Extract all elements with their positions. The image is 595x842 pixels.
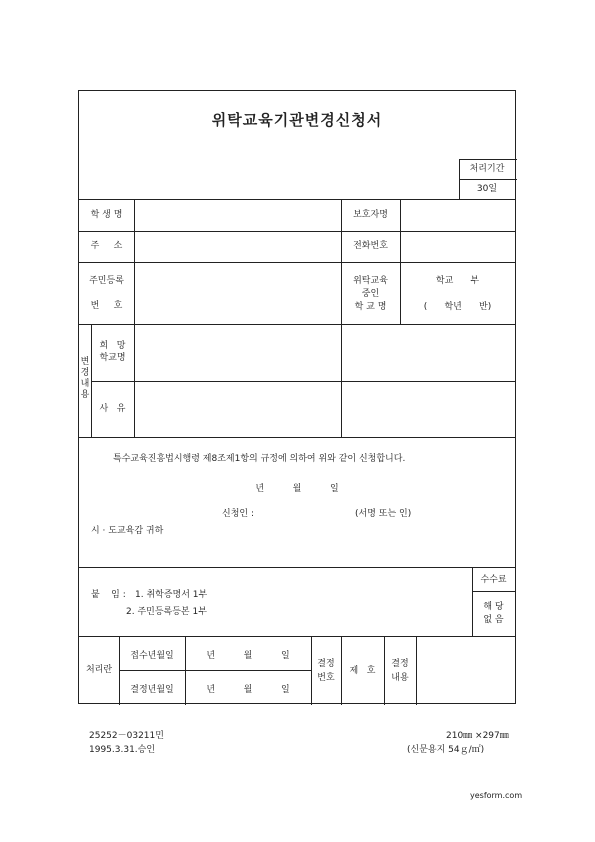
divider xyxy=(79,231,515,232)
rrn-field[interactable] xyxy=(137,266,337,320)
divider xyxy=(79,324,515,325)
desired-school-extra-field[interactable] xyxy=(344,328,512,378)
change-content-side-label: 변 경 내 용 xyxy=(80,357,90,400)
decision-number-label-1: 결정 xyxy=(317,659,335,669)
processing-period-label: 처리기간 xyxy=(469,164,505,174)
divider xyxy=(341,324,342,437)
applicant-label: 신청인 : xyxy=(222,509,254,519)
paper-size: 210㎜ ×297㎜ xyxy=(446,731,509,741)
divider xyxy=(79,437,515,438)
address-field[interactable] xyxy=(137,234,337,258)
phone-label: 전화번호 xyxy=(353,241,388,251)
reason-field[interactable] xyxy=(137,385,337,433)
application-date: 년 월 일 xyxy=(255,484,339,494)
current-grade-class-value[interactable]: ( 학년 반) xyxy=(423,302,492,312)
divider xyxy=(459,179,517,180)
guardian-name-label: 보호자명 xyxy=(353,210,388,220)
applicant-name-field[interactable] xyxy=(264,507,354,521)
divider xyxy=(91,381,515,382)
form-code: 25252－03211민 xyxy=(89,731,164,741)
processing-section-label: 처리란 xyxy=(85,665,113,675)
divider xyxy=(384,636,385,705)
rrn-label: 주민등록 xyxy=(89,276,124,286)
divider xyxy=(79,636,515,637)
reason-extra-field[interactable] xyxy=(344,385,512,433)
receipt-date-value[interactable]: 년 월 일 xyxy=(206,651,290,661)
decision-number-value[interactable]: 제 호 xyxy=(349,666,376,676)
current-school-value[interactable]: 학교 부 xyxy=(435,276,480,286)
attachment-item-1: 1. 취학증명서 1부 xyxy=(135,590,208,600)
desired-school-field[interactable] xyxy=(137,328,337,378)
paper-type: (신문용지 54ｇ/㎡) xyxy=(407,745,485,755)
current-school-label-1: 위탁교육 xyxy=(353,276,388,286)
processing-period-value: 30일 xyxy=(476,184,498,194)
receipt-date-label: 접수년월일 xyxy=(130,651,174,661)
desired-school-label-1: 희 망 xyxy=(99,341,126,351)
student-name-field[interactable] xyxy=(137,203,337,227)
divider xyxy=(134,199,135,324)
attachments-label: 붙 임 : xyxy=(91,590,126,600)
phone-field[interactable] xyxy=(403,234,511,258)
current-school-label-2: 중인 xyxy=(361,289,380,299)
divider xyxy=(472,591,515,592)
application-form xyxy=(78,90,516,704)
fee-value-2: 없 음 xyxy=(483,615,504,625)
statement-text: 특수교육진흥법시행령 제8조제1항의 규정에 의하여 위와 같이 신청합니다. xyxy=(113,454,406,464)
decision-content-label-2: 내용 xyxy=(391,673,409,683)
attachment-item-2: 2. 주민등록등본 1부 xyxy=(126,607,207,617)
divider xyxy=(79,199,515,200)
fee-label: 수수료 xyxy=(480,575,507,585)
decision-content-field[interactable] xyxy=(419,640,513,701)
student-name-label: 학 생 명 xyxy=(90,210,123,220)
divider xyxy=(311,636,312,705)
form-title: 위탁교육기관변경신청서 xyxy=(211,111,383,129)
fee-value-1: 해 당 xyxy=(483,602,504,612)
desired-school-label-2: 학교명 xyxy=(99,353,126,363)
reason-label: 사 유 xyxy=(99,404,126,414)
divider xyxy=(416,636,417,705)
current-school-label-3: 학 교 명 xyxy=(354,302,387,312)
addressee: 시 · 도교육감 귀하 xyxy=(91,526,164,536)
rrn-label-2: 번 호 xyxy=(90,301,123,311)
site-watermark: yesform.com xyxy=(470,791,523,800)
divider xyxy=(119,670,311,671)
guardian-name-field[interactable] xyxy=(403,203,511,227)
approval-date: 1995.3.31.승인 xyxy=(89,745,156,755)
divider xyxy=(134,324,135,437)
address-label: 주 소 xyxy=(90,241,123,251)
decision-date-label: 결정년월일 xyxy=(130,685,174,695)
decision-content-label-1: 결정 xyxy=(391,659,409,669)
decision-date-value[interactable]: 년 월 일 xyxy=(206,685,290,695)
divider xyxy=(79,567,515,568)
divider xyxy=(459,159,517,160)
decision-number-label-2: 번호 xyxy=(317,673,335,683)
signature-label: (서명 또는 인) xyxy=(355,509,412,519)
divider xyxy=(79,262,515,263)
